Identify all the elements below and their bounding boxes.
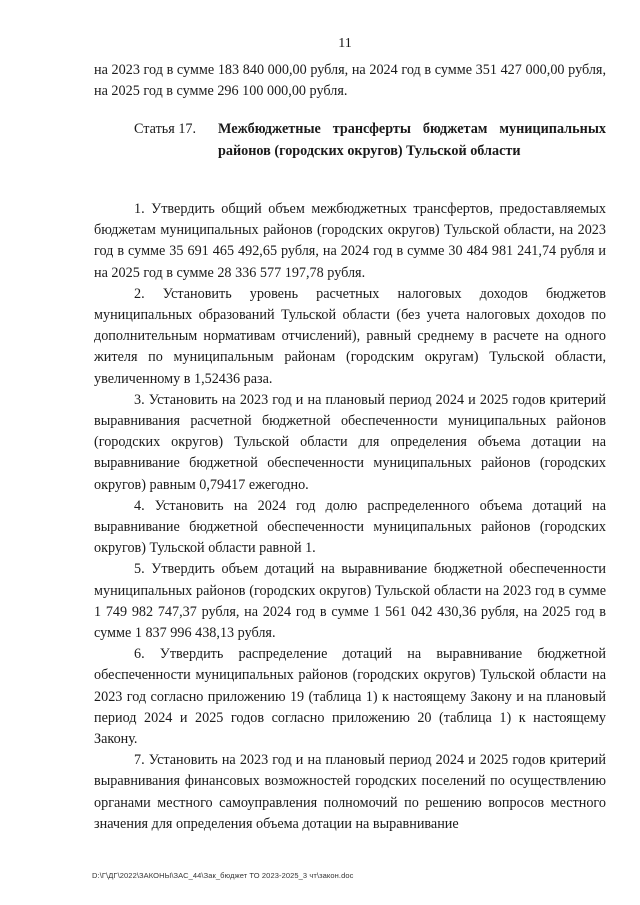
paragraph-1: 1. Утвердить общий объем межбюджетных трансфертов, предоставляемых бюджетам муниципальных районов (городских округов) Тульской области, на 2023 год в сумме 35 691 465 492,65 рубля, на 2024 год в сумме 30 484 981 241,74 рубля и на 2025 год в сумме 28 336 577 197,78 рубля.: [94, 201, 606, 281]
footer-file-path: D:\Г\ДГ\2022\ЗАКОНЫ\ЗАС_44\Зак_бюджет ТО 2023-2025_3 чт\закон.doc: [92, 871, 354, 880]
paragraph-5: 5. Утвердить объем дотаций на выравнивание бюджетной обеспеченности муниципальных районов (городских округов) Тульской области на 2023 год в сумме 1 749 982 747,37 рубля, на 2024 год в сумме 1 561 042 430,36 рубля, на 2025 год в сумме 1 837 996 438,13 рубля.: [94, 561, 606, 642]
paragraph-7: 7. Установить на 2023 год и на плановый период 2024 и 2025 годов критерий выравнивания финансовых возможностей городских поселений по осуществлению органами местного самоуправления полномочий по решению вопросов местного значения для определения объема дотации на выравнивание: [94, 752, 606, 832]
paragraph-3: 3. Установить на 2023 год и на плановый период 2024 и 2025 годов критерий выравнивания расчетной бюджетной обеспеченности муниципальных районов (городских округов) Тульской области для определения объема дотации на выравнивание бюджетной обеспеченности муниципальных районов (городских округов) равным 0,79417 ежегодно.: [94, 391, 606, 493]
paragraph-list: [94, 199, 606, 835]
article-title: Межбюджетные трансферты бюджетам муниципальных районов (городских округов) Тульской области: [218, 121, 606, 159]
paragraph-2: 2. Установить уровень расчетных налоговых доходов бюджетов муниципальных образований Тульской области (без учета налоговых доходов по дополнительным нормативам отчислений), равный среднему в расчете на одного жителя по муниципальным районам (городским округам) Тульской области, увеличенному в 1,52436 раза.: [94, 285, 606, 387]
article-heading: [134, 118, 606, 162]
intro-text: на 2023 год в сумме 183 840 000,00 рубля, на 2024 год в сумме 351 427 000,00 рубля, на 2025 год в сумме 296 100 000,00 рубля.: [94, 62, 606, 100]
article-label: Статья 17.: [134, 121, 197, 137]
paragraph-4: 4. Установить на 2024 год долю распределенного объема дотаций на выравнивание бюджетной обеспеченности муниципальных районов (городских округов) Тульской области равной 1.: [94, 497, 606, 557]
paragraph-6: 6. Утвердить распределение дотаций на выравнивание бюджетной обеспеченности муниципальных районов (городских округов) Тульской области на 2023 год согласно приложению 19 (таблица 1) к настоящему Закону и на плановый период 2024 и 2025 годов согласно приложению 20 (таблица 1) к настоящему Закону.: [94, 646, 606, 748]
page-number: 11: [338, 36, 352, 51]
